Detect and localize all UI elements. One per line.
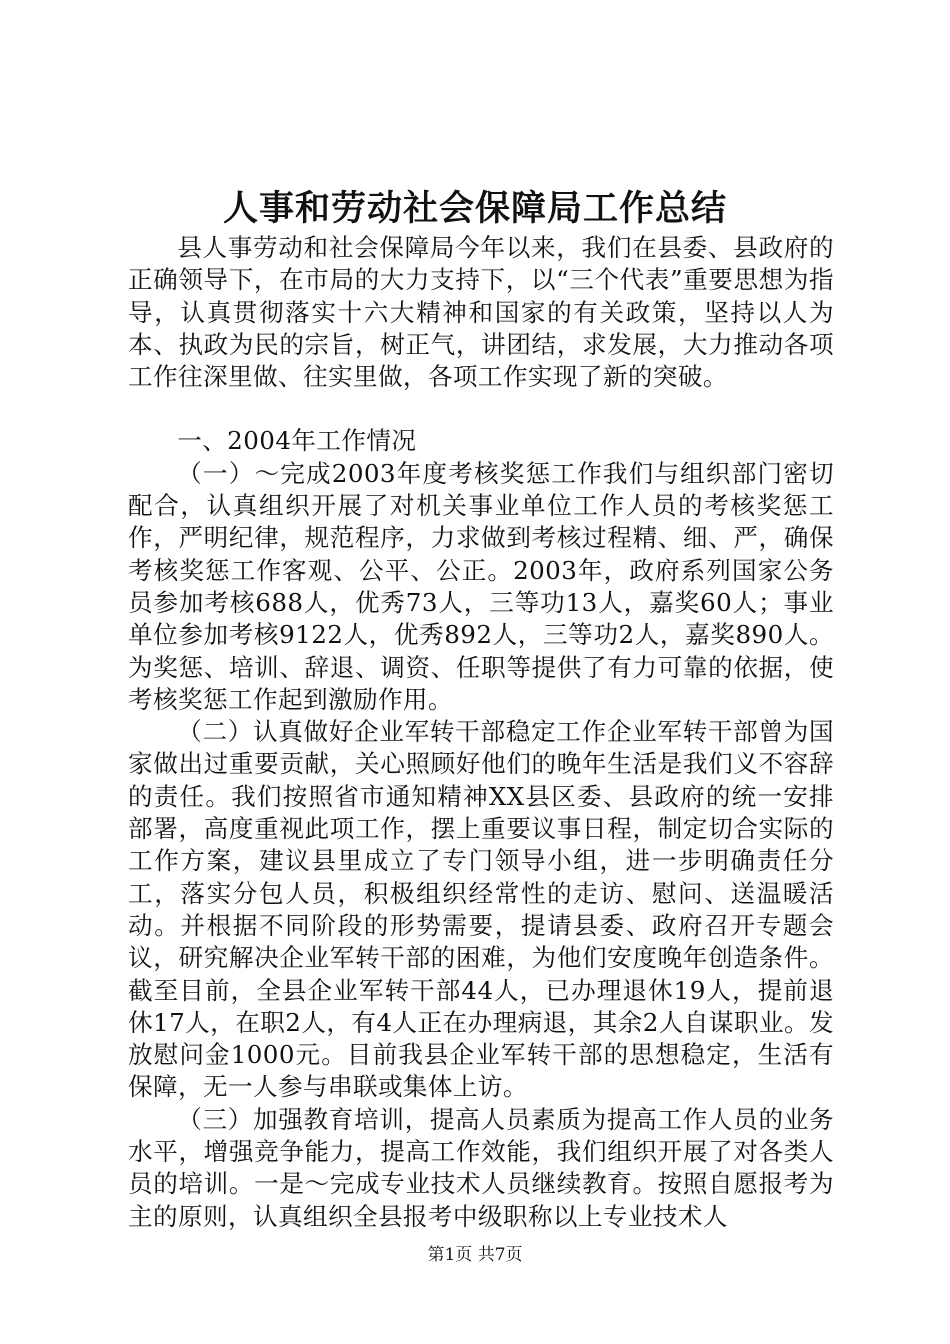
section-paragraph-3: （三）加强教育培训，提高人员素质为提高工作人员的业务水平，增强竞争能力，提高工作效能，我们组织开展了对各类人员的培训。一是～完成专业技术人员继续教育。按照自愿报考为主的原则，认真组织全县报考中级职称以上专业技术人 [128,1104,834,1231]
section-heading: 一、2004年工作情况 [177,426,417,456]
document-title: 人事和劳动社会保障局工作总结 [222,188,727,229]
page-footer: 第1页 共7页 [427,1245,523,1265]
document-body [128,232,834,1233]
section-paragraph-2: （二）认真做好企业军转干部稳定工作企业军转干部曾为国家做出过重要贡献，关心照顾好他们的晚年生活是我们义不容辞的责任。我们按照省市通知精神XX县区委、县政府的统一安排部署，高度重视此项工作，摆上重要议事日程，制定切合实际的工作方案，建议县里成立了专门领导小组，进一步明确责任分工，落实分包人员，积极组织经常性的走访、慰问、送温暖活动。并根据不同阶段的形势需要，提请县委、政府召开专题会议，研究解决企业军转干部的困难，为他们安度晚年创造条件。截至目前，全县企业军转干部44人，已办理退休19人，提前退休17人，在职2人，有4人正在办理病退，其余2人自谋职业。发放慰问金1000元。目前我县企业军转干部的思想稳定，生活有保障，无一人参与串联或集体上访。 [128,717,834,1102]
section-paragraph-1: （一）～完成2003年度考核奖惩工作我们与组织部门密切配合，认真组织开展了对机关事业单位工作人员的考核奖惩工作，严明纪律，规范程序，力求做到考核过程精、细、严，确保考核奖惩工作客观、公平、公正。2003年，政府系列国家公务员参加考核688人，优秀73人，三等功13人，嘉奖60人；事业单位参加考核9122人，优秀892人，三等功2人，嘉奖890人。为奖惩、培训、辞退、调资、任职等提供了有力可靠的依据，使考核奖惩工作起到激励作用。 [128,458,834,714]
intro-paragraph: 县人事劳动和社会保障局今年以来，我们在县委、县政府的正确领导下，在市局的大力支持下，以“三个代表”重要思想为指导，认真贯彻落实十六大精神和国家的有关政策，坚持以人为本、执政为民的宗旨，树正气，讲团结，求发展，大力推动各项工作往深里做、往实里做，各项工作实现了新的突破。 [128,233,834,392]
